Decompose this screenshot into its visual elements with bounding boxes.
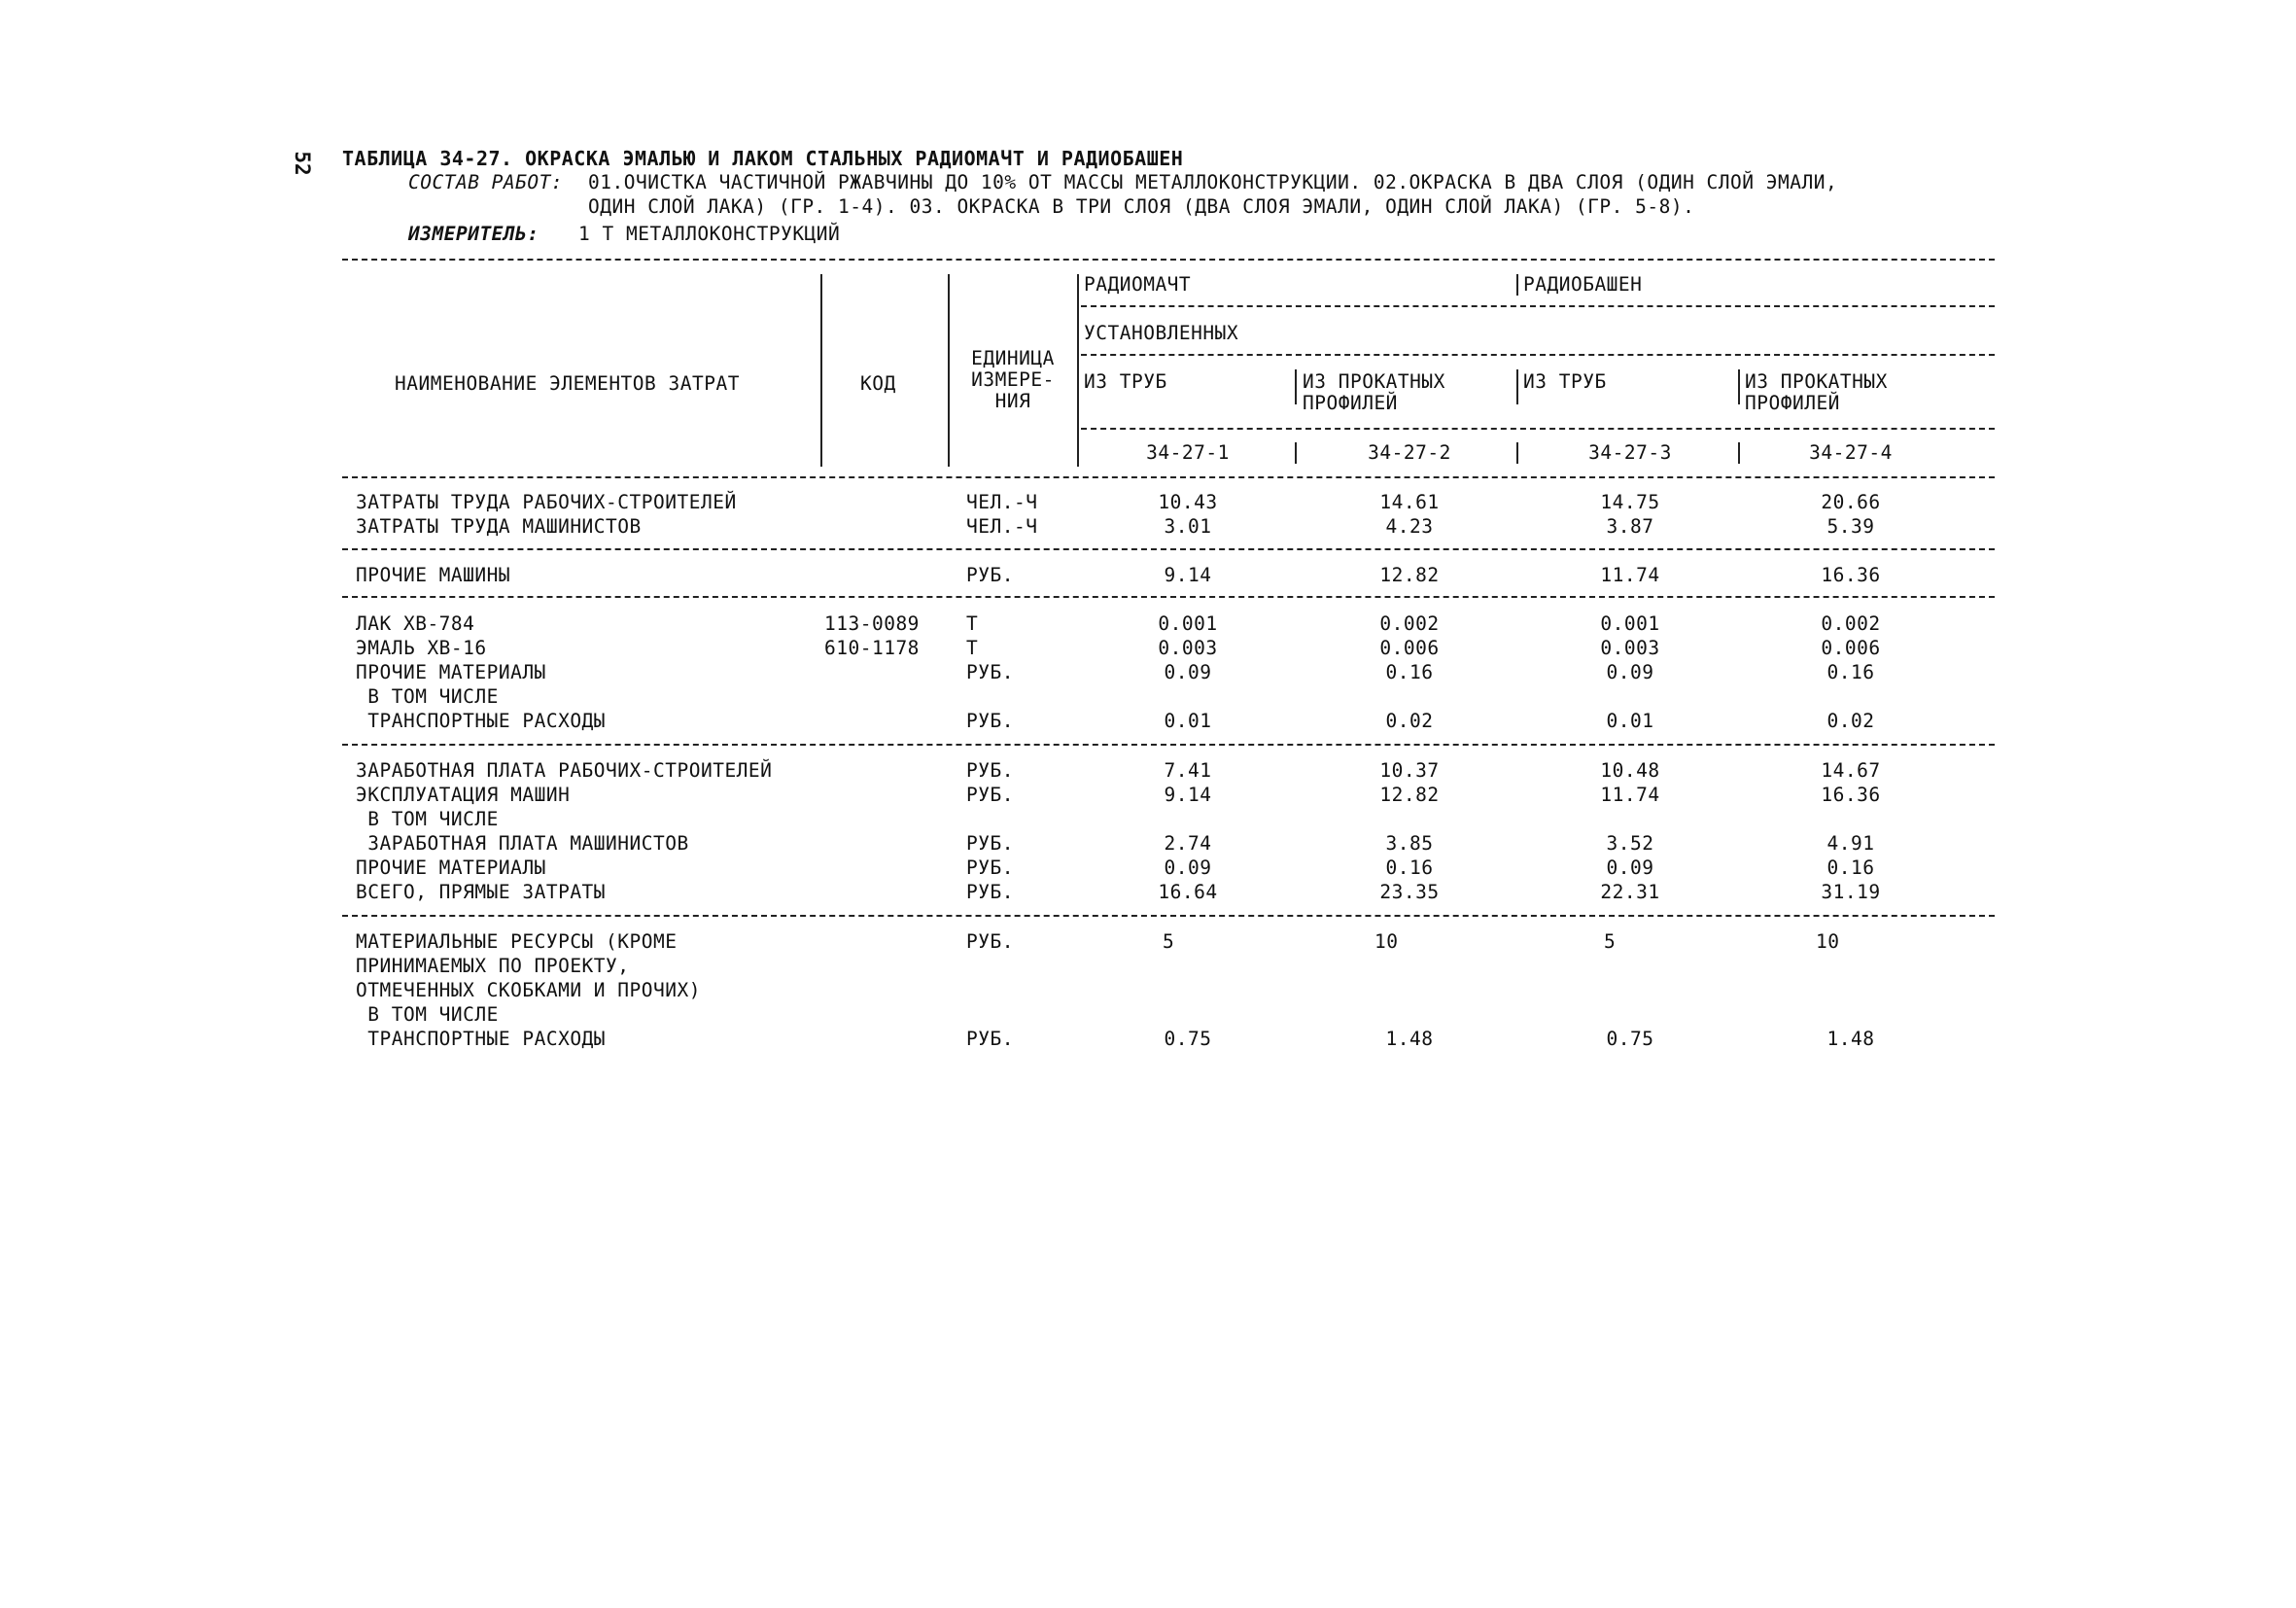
row-value: 10	[1374, 930, 1399, 953]
row-value: 0.01	[1606, 710, 1654, 732]
row-name: В ТОМ ЧИСЛЕ	[356, 1003, 499, 1026]
header-unit-line-2: ИЗМЕРЕ-	[971, 368, 1055, 391]
row-unit: РУБ.	[966, 930, 1014, 953]
table-top-rule	[342, 259, 1995, 261]
header-sub-2: ИЗ ПРОКАТНЫХ	[1303, 370, 1445, 393]
row-unit: РУБ.	[966, 881, 1014, 903]
section-rule	[342, 744, 1995, 746]
row-value: 0.16	[1826, 856, 1875, 879]
row-value: 0.16	[1826, 661, 1875, 683]
row-value: 14.67	[1821, 759, 1881, 782]
row-value: 14.61	[1379, 491, 1440, 513]
row-value: 10.48	[1600, 759, 1660, 782]
row-value: 23.35	[1379, 881, 1440, 903]
header-code-1: 34-27-1	[1146, 441, 1230, 464]
row-unit: РУБ.	[966, 856, 1014, 879]
header-group-masts: РАДИОМАЧТ	[1084, 273, 1192, 296]
row-name: ТРАНСПОРТНЫЕ РАСХОДЫ	[356, 710, 607, 732]
row-value: 20.66	[1821, 491, 1881, 513]
meter-label: ИЗМЕРИТЕЛЬ:	[408, 223, 539, 245]
row-value: 4.23	[1385, 515, 1434, 538]
row-unit: РУБ.	[966, 1028, 1014, 1050]
row-value: 0.09	[1164, 661, 1212, 683]
row-value: 0.09	[1606, 856, 1654, 879]
row-unit: РУБ.	[966, 832, 1014, 855]
header-sub-4: ИЗ ПРОКАТНЫХ	[1745, 370, 1888, 393]
row-value: 14.75	[1600, 491, 1660, 513]
row-value: 11.74	[1600, 564, 1660, 586]
row-name: ЗАРАБОТНАЯ ПЛАТА МАШИНИСТОВ	[356, 832, 689, 855]
row-value: 0.006	[1821, 637, 1881, 659]
meter-value: 1 Т МЕТАЛЛОКОНСТРУКЦИЙ	[578, 223, 841, 245]
row-value: 31.19	[1821, 881, 1881, 903]
header-unit-line-3: НИЯ	[994, 390, 1031, 412]
row-value: 3.85	[1385, 832, 1434, 855]
header-installed: УСТАНОВЛЕННЫХ	[1084, 322, 1239, 344]
section-rule	[342, 596, 1995, 598]
row-value: 0.002	[1379, 612, 1440, 635]
row-value: 0.09	[1164, 856, 1212, 879]
row-unit: РУБ.	[966, 661, 1014, 683]
header-sub-1: ИЗ ТРУБ	[1084, 370, 1167, 393]
header-name-column: НАИМЕНОВАНИЕ ЭЛЕМЕНТОВ ЗАТРАТ	[395, 372, 740, 395]
composition-label: СОСТАВ РАБОТ:	[408, 171, 564, 193]
header-divider	[1516, 442, 1518, 464]
row-value: 2.74	[1164, 832, 1212, 855]
row-name: ПРОЧИЕ МАТЕРИАЛЫ	[356, 661, 546, 683]
row-value: 0.001	[1158, 612, 1218, 635]
row-value: 1.48	[1385, 1028, 1434, 1050]
header-divider	[1738, 369, 1740, 404]
row-unit: РУБ.	[966, 710, 1014, 732]
row-value: 0.01	[1164, 710, 1212, 732]
row-value: 16.36	[1821, 564, 1881, 586]
row-value: 7.41	[1164, 759, 1212, 782]
row-value: 0.003	[1158, 637, 1218, 659]
row-value: 5	[1163, 930, 1175, 953]
row-value: 10	[1816, 930, 1840, 953]
row-value: 5.39	[1826, 515, 1875, 538]
row-name: МАТЕРИАЛЬНЫЕ РЕСУРСЫ (КРОМЕ	[356, 930, 678, 953]
row-name: ЗАТРАТЫ ТРУДА МАШИНИСТОВ	[356, 515, 642, 538]
row-name: ПРОЧИЕ МАТЕРИАЛЫ	[356, 856, 546, 879]
row-value: 0.09	[1606, 661, 1654, 683]
header-code-3: 34-27-3	[1588, 441, 1672, 464]
row-value: 0.001	[1600, 612, 1660, 635]
header-divider	[1077, 274, 1079, 467]
header-divider	[948, 274, 950, 467]
row-value: 5	[1604, 930, 1617, 953]
row-unit: Т	[966, 637, 979, 659]
row-value: 0.16	[1385, 856, 1434, 879]
header-divider	[1516, 274, 1518, 296]
row-unit: РУБ.	[966, 759, 1014, 782]
row-name: ПРИНИМАЕМЫХ ПО ПРОЕКТУ,	[356, 955, 630, 977]
row-name: ЗАТРАТЫ ТРУДА РАБОЧИХ-СТРОИТЕЛЕЙ	[356, 491, 737, 513]
row-name: ЗАРАБОТНАЯ ПЛАТА РАБОЧИХ-СТРОИТЕЛЕЙ	[356, 759, 773, 782]
row-value: 0.006	[1379, 637, 1440, 659]
row-value: 3.01	[1164, 515, 1212, 538]
row-value: 9.14	[1164, 784, 1212, 806]
row-value: 0.75	[1606, 1028, 1654, 1050]
row-unit: ЧЕЛ.-Ч	[966, 491, 1038, 513]
header-sub-3: ИЗ ТРУБ	[1523, 370, 1607, 393]
row-value: 11.74	[1600, 784, 1660, 806]
row-name: ПРОЧИЕ МАШИНЫ	[356, 564, 511, 586]
row-value: 22.31	[1600, 881, 1660, 903]
section-rule	[342, 915, 1995, 917]
row-name: В ТОМ ЧИСЛЕ	[356, 808, 499, 830]
row-value: 0.003	[1600, 637, 1660, 659]
header-code-2: 34-27-2	[1368, 441, 1451, 464]
header-code-4: 34-27-4	[1809, 441, 1893, 464]
row-name: ЭКСПЛУАТАЦИЯ МАШИН	[356, 784, 571, 806]
row-code: 113-0089	[824, 612, 920, 635]
header-rule	[1081, 305, 1995, 307]
row-name: ЭМАЛЬ ХВ-16	[356, 637, 487, 659]
row-value: 0.002	[1821, 612, 1881, 635]
row-value: 4.91	[1826, 832, 1875, 855]
row-value: 0.02	[1385, 710, 1434, 732]
header-group-towers: РАДИОБАШЕН	[1523, 273, 1643, 296]
header-divider	[820, 274, 822, 467]
row-value: 3.87	[1606, 515, 1654, 538]
header-divider	[1295, 369, 1297, 404]
row-unit: ЧЕЛ.-Ч	[966, 515, 1038, 538]
row-value: 1.48	[1826, 1028, 1875, 1050]
page-number: 52	[291, 151, 314, 176]
row-name: ОТМЕЧЕННЫХ СКОБКАМИ И ПРОЧИХ)	[356, 979, 701, 1001]
row-value: 16.36	[1821, 784, 1881, 806]
header-rule	[1081, 354, 1995, 356]
header-divider	[1516, 369, 1518, 404]
row-value: 0.02	[1826, 710, 1875, 732]
row-value: 0.75	[1164, 1028, 1212, 1050]
row-value: 12.82	[1379, 564, 1440, 586]
row-value: 0.16	[1385, 661, 1434, 683]
row-unit: РУБ.	[966, 784, 1014, 806]
header-sub-4b: ПРОФИЛЕЙ	[1745, 392, 1840, 414]
row-value: 3.52	[1606, 832, 1654, 855]
row-value: 10.37	[1379, 759, 1440, 782]
header-divider	[1295, 442, 1297, 464]
row-value: 10.43	[1158, 491, 1218, 513]
page-title: ТАБЛИЦА 34-27. ОКРАСКА ЭМАЛЬЮ И ЛАКОМ СТАЛЬНЫХ РАДИОМАЧТ И РАДИОБАШЕН	[342, 147, 1184, 170]
row-name: ЛАК ХВ-784	[356, 612, 475, 635]
row-unit: Т	[966, 612, 979, 635]
composition-line-2: ОДИН СЛОЙ ЛАКА) (ГР. 1-4). 03. ОКРАСКА В ТРИ СЛОЯ (ДВА СЛОЯ ЭМАЛИ, ОДИН СЛОЙ ЛАКА) (ГР. 5-8).	[588, 195, 1695, 218]
row-code: 610-1178	[824, 637, 920, 659]
row-value: 16.64	[1158, 881, 1218, 903]
section-rule	[342, 476, 1995, 478]
section-rule	[342, 548, 1995, 550]
header-sub-2b: ПРОФИЛЕЙ	[1303, 392, 1398, 414]
row-value: 9.14	[1164, 564, 1212, 586]
header-divider	[1738, 442, 1740, 464]
header-unit-line-1: ЕДИНИЦА	[971, 347, 1055, 369]
header-rule	[1081, 428, 1995, 430]
header-code-column: КОД	[860, 372, 896, 395]
composition-line-1: 01.ОЧИСТКА ЧАСТИЧНОЙ РЖАВЧИНЫ ДО 10% ОТ МАССЫ МЕТАЛЛОКОНСТРУКЦИИ. 02.ОКРАСКА В ДВА СЛОЯ (ОДИН СЛОЙ ЭМАЛИ,	[588, 171, 1838, 193]
row-value: 12.82	[1379, 784, 1440, 806]
row-unit: РУБ.	[966, 564, 1014, 586]
row-name: ВСЕГО, ПРЯМЫЕ ЗАТРАТЫ	[356, 881, 607, 903]
row-name: ТРАНСПОРТНЫЕ РАСХОДЫ	[356, 1028, 607, 1050]
row-name: В ТОМ ЧИСЛЕ	[356, 685, 499, 708]
